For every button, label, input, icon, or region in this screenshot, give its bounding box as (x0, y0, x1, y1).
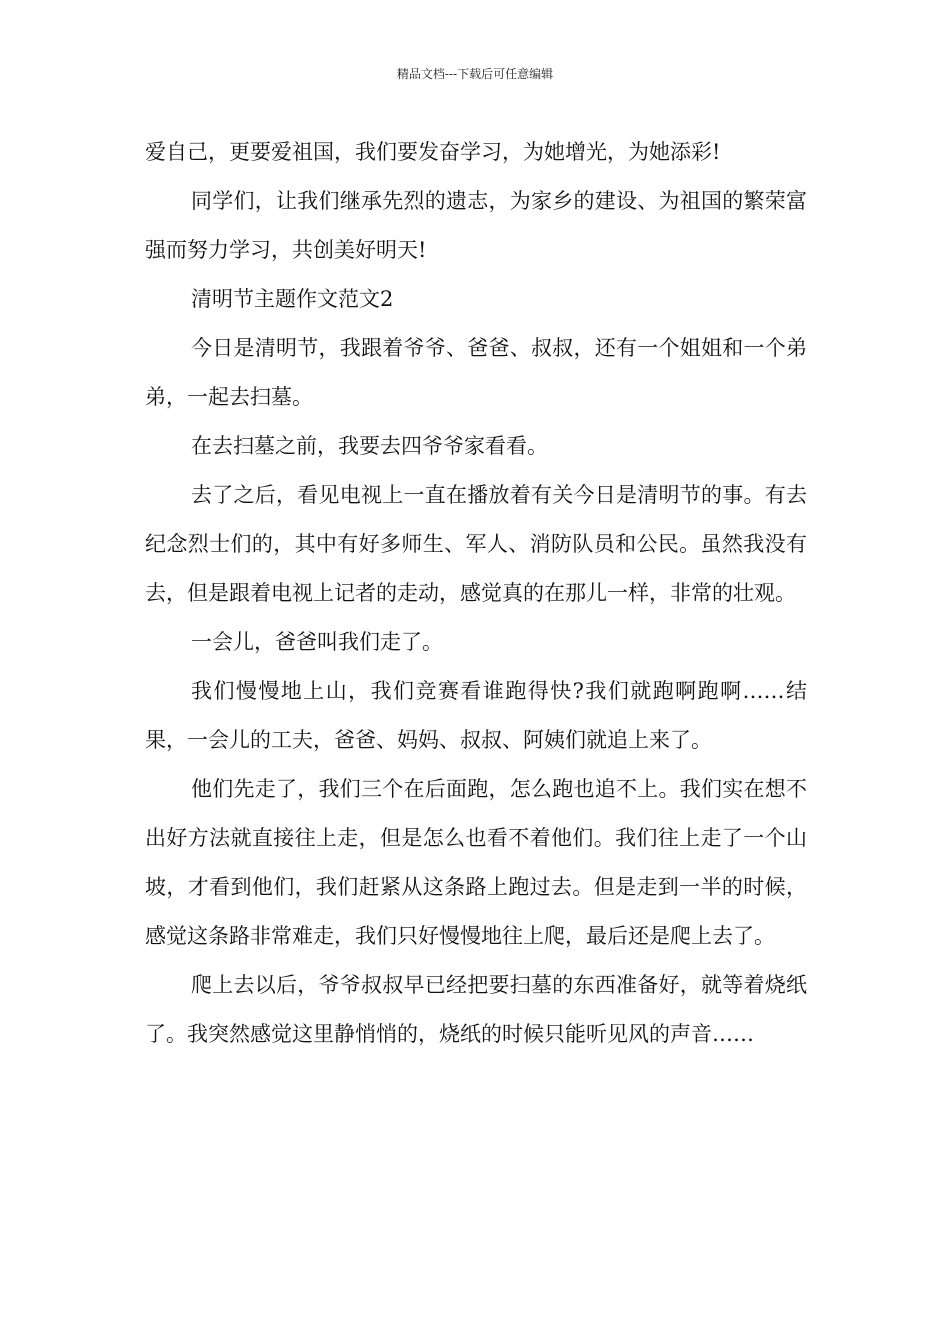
paragraph-3: 今日是清明节，我跟着爷爷、爸爸、叔叔，还有一个姐姐和一个弟弟，一起去扫墓。 (145, 336, 807, 409)
paragraph-2: 同学们，让我们继承先烈的遗志，为家乡的建设、为祖国的繁荣富强而努力学习，共创美好明天! (145, 189, 807, 262)
page-header: 精品文档---下载后可任意编辑 (396, 67, 554, 81)
section-title: 清明节主题作文范文2 (191, 287, 394, 311)
paragraph-7: 我们慢慢地上山，我们竞赛看谁跑得快?我们就跑啊跑啊……结果，一会儿的工夫，爸爸、妈妈、叔叔、阿姨们就追上来了。 (145, 679, 807, 752)
paragraph-5: 去了之后，看见电视上一直在播放着有关今日是清明节的事。有去纪念烈士们的，其中有好多师生、军人、消防队员和公民。虽然我没有去，但是跟着电视上记者的走动，感觉真的在那儿一样，非常的壮观。 (145, 483, 807, 605)
paragraph-1: 爱自己，更要爱祖国，我们要发奋学习，为她增光，为她添彩! (145, 140, 721, 164)
paragraph-9: 爬上去以后，爷爷叔叔早已经把要扫墓的东西准备好，就等着烧纸了。我突然感觉这里静悄悄的，烧纸的时候只能听见风的声音…… (145, 973, 807, 1046)
paragraph-4: 在去扫墓之前，我要去四爷爷家看看。 (191, 434, 548, 458)
document-body (145, 128, 807, 1059)
paragraph-8: 他们先走了，我们三个在后面跑，怎么跑也追不上。我们实在想不出好方法就直接往上走，但是怎么也看不着他们。我们往上走了一个山坡，才看到他们，我们赶紧从这条路上跑过去。但是走到一半的时候，感觉这条路非常难走，我们只好慢慢地往上爬，最后还是爬上去了。 (145, 777, 807, 948)
paragraph-6: 一会儿，爸爸叫我们走了。 (191, 630, 443, 654)
